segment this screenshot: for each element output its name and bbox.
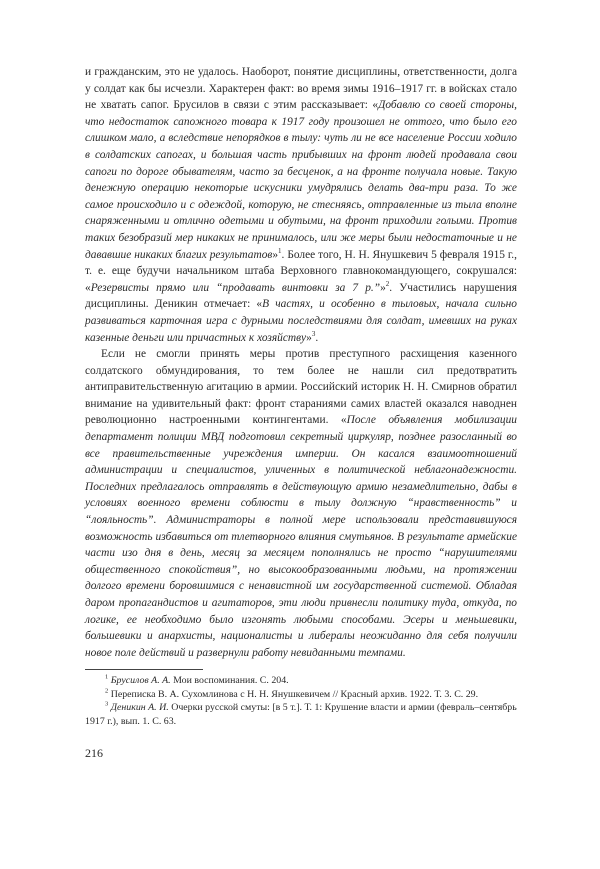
footnote-reference: 1: [278, 246, 282, 255]
text-run: Переписка В. А. Сухомлинова с Н. Н. Янушкевичем // Красный архив. 1922. Т. 3. С. 29.: [110, 688, 479, 700]
text-run: Мои воспоминания. С. 204.: [170, 675, 289, 687]
text-run: .: [315, 331, 319, 344]
footnote-reference: 2: [385, 279, 390, 288]
quoted-text: Добавлю со своей стороны, что недостаток сапожного товара к 1917 году произошел не оттого, что было его слишком мало, а вследствие непорядков в тылу: чуть ли не все население России ходило в солдатских сапогах, и большая часть прибывших на фронт людей продавала свои сапоги по дороге обывателям, часто за бесценок, а на фронте получала новые. Такую денежную операцию некоторые искусники умудрялись делать два-три раза. То же самое происходило и с одеждой, которую, не стесняясь, отправленные из тыла вполне снаряженными и отлично одетыми и обутыми, на фронт приходили голыми. Против таких безобразий мер никаких не принималось, или же меры были недостаточные и не дававшие никаких благих результатов: [85, 99, 517, 261]
footnote-divider: [85, 669, 203, 670]
footnote: [85, 674, 517, 687]
text-run: . Участились нарушения дисциплины. Деникин отмечает: «: [85, 281, 517, 311]
footnote-number: 3: [105, 700, 109, 708]
text-run: »: [272, 248, 279, 261]
footnote-number: 1: [105, 674, 109, 682]
quoted-text: После объявления мобилизации департамент полиции МВД подготовил секретный циркуляр, позднее разосланный во все правительственные учреждения империи. Он касался взаимоотношений администрации и специалистов, уличенных в политической неблагонадежности. Последних предлагалось отправлять в действующую армию незамедлительно, дабы в условиях военного времени соблюсти в тылу должную “нравственность” и “лояльность”. Администраторы в полной мере использовали представившуюся возможность избавиться от тлетворного влияния смутьянов. В результате армейские части изо дня в день, месяц за месяцем пополнялись не просто “нарушителями общественного спокойствия”, но высокообразованными людьми, на протяжении долгого времени боровшимися с ненавистной им государственной системой. Обладая даром пропагандистов и агитаторов, эти люди привнесли политику туда, откуда, по логике, ее необходимо было изгонять любыми способами. Эсеры и меньшевики, большевики и анархисты, националисты и либералы неожиданно для себя получили новое поле действий и развернули работу невиданными темпами.: [85, 414, 517, 659]
quoted-text: В частях, и особенно в тыловых, начала сильно развиваться карточная игра с дурными последствиями для солдат, имевших на руках казенные деньги или причастных к хозяйству: [85, 298, 517, 344]
text-run: »: [306, 331, 312, 344]
footnote-reference: 3: [311, 329, 316, 338]
book-page: [85, 64, 517, 760]
footnote: [85, 701, 517, 728]
text-run: Если не смогли принять меры против преступного расхищения казенного солдатского обмундирования, то тем более не нашли сил предотвратить антиправительственную агитацию в армии. Российский историк Н. Н. Смирнов обратил внимание на удивительный факт: фронт стараниями самих властей оказался наводнен революционно настроенными контингентами. «: [85, 348, 517, 427]
footnote: [85, 688, 517, 701]
quoted-text: Брусилов А. А.: [110, 675, 171, 687]
text-run: Очерки русской смуты: [в 5 т.]. Т. 1: Крушение власти и армии (февраль–сентябрь 1917 г.), вып. 1. С. 63.: [85, 702, 517, 727]
page-number: 216: [85, 746, 103, 760]
text-run: и гражданским, это не удалось. Наоборот, понятие дисциплины, ответственности, долга у солдат как бы исчезли. Характерен факт: во время зимы 1916–1917 гг. в войсках стало не хватать сапог. Брусилов в связи с этим рассказывает: «: [85, 66, 517, 112]
footnote-number: 2: [105, 687, 109, 695]
quoted-text: Резервисты прямо или “продавать винтовки за 7 р.”: [90, 281, 381, 294]
footnotes: [85, 674, 517, 728]
paragraph: [85, 346, 517, 661]
text-run: »: [380, 281, 386, 294]
quoted-text: Деникин А. И.: [110, 702, 169, 714]
text-run: . Более того, Н. Н. Янушкевич 5 февраля 1915 г., т. е. еще будучи начальником штаба Верховного главнокомандующего, сокрушался: «: [85, 248, 518, 294]
body-text: [85, 64, 517, 661]
paragraph: [85, 64, 517, 346]
